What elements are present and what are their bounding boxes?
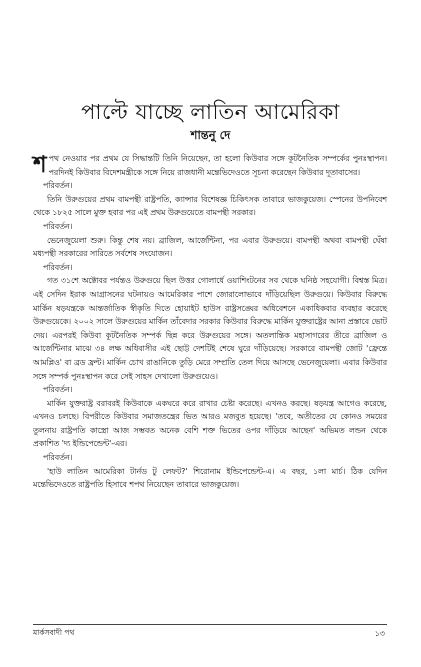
article-title: পাল্টে যাচ্ছে লাতিন আমেরিকা bbox=[81, 100, 340, 124]
drop-cap: শ bbox=[33, 152, 47, 178]
section-separator: পরিবর্তন। bbox=[43, 453, 73, 463]
paragraph: তিনি উরুগুয়ের প্রথম বামপন্থী রাষ্ট্রপতি, ক্যান্সার বিশেষজ্ঞ চিকিৎসক তাবারে ভাজকুয়েজ। স্পেনের উপনিবেশ থেকে ১৮২৫ সালে মুক্ত হবার পর এই প্রথম উরুগুয়েতে বামপন্থী সরকার। bbox=[33, 194, 387, 218]
section-separator: পরিবর্তন। bbox=[43, 181, 73, 191]
footer-divider bbox=[33, 624, 387, 625]
paragraph: ভেনেজুয়েলা শুরু। কিন্তু শেষ নয়। ব্রাজিল, আর্জেন্টিনা, পর এবার উরুগুয়ে। বামপন্থী অথবা বামপন্থী ঘেঁষা মধ্যপন্থী সরকারের সারিতে সর্বশেষ সংযোজন। bbox=[33, 235, 387, 259]
section-separator: পরিবর্তন। bbox=[43, 385, 73, 395]
page-number: ১৩ bbox=[374, 629, 385, 638]
paragraph: মার্কিন যুক্তরাষ্ট্র বরাবরই কিউবাকে একঘরে করে রাখার চেষ্টা করেছে। এখনও করছে। ষড়যন্ত্র আগেও করেছে, এখনও চলছে। বিপরীতে কিউবার সমাজতন্ত্রের ভিত আরও মজবুত হয়েছে। 'তবে, অতীতের যে কোনও সময়ের তুলনায় রাষ্ট্রপতি কাস্ত্রো আজ সম্ভবত অনেক বেশি শক্ত ভিতের ওপর দাঁড়িয়ে আছেন' অভিমত লন্ডন থেকে প্রকাশিত 'দ্য ইন্ডিপেন্ডেন্ট'-এর। bbox=[33, 398, 387, 449]
section-separator: পরিবর্তন। bbox=[43, 221, 73, 231]
section-separator: পরিবর্তন। bbox=[43, 262, 73, 272]
paragraph: 'হাউ লাতিন আমেরিকা টার্নড টু লেফট?' শিরোনাম ইন্ডিপেন্ডেন্ট-এ। এ বছর, ১লা মার্চ। ঠিক যেদিন মন্তেভিদেওতে রাষ্ট্রপতি হিসাবে শপথ নিয়েছেন তাবারে ভাজকুয়েজ। bbox=[33, 466, 387, 490]
paragraph: গত ৩১শে অক্টোবর পর্যন্তও উরুগুয়ে ছিল উত্তর গোলার্ধে ওয়াশিংটনের সব থেকে ঘনিষ্ঠ সহযোগী। বিশ্বস্ত মিত্র। এই সেদিন ইরাক আগ্রাসনের ঘটনায়ও আমেরিকার পাশে জোরালোভাবে দাঁড়িয়েছিল উরুগুয়ে। কিউবার বিরুদ্ধে মার্কিন ষড়যন্ত্রকে আন্তর্জাতিক স্বীকৃতি দিতে হোয়াইট হাউস রাষ্ট্রসঙ্ঘের অধিবেশনে একাধিকবার ব্যবহার করেছে উরুগুয়েকে। ২০০২ সালে উরুগুয়ের মার্কিন তাঁবেদার সরকার কিউবার বিরুদ্ধে মার্কিন যুক্তরাষ্ট্রের আনা প্রস্তাবে ভোট দেয়। এরপরই কিউবা কূটনৈতিক সম্পর্ক ছিন্ন করে উরুগুয়ের সঙ্গে। অতলান্তিক মহাসাগরের তীরে ব্রাজিল ও আর্জেন্টিনার মাঝে ৩৪ লক্ষ অধিবাসীর এই ছোট্ট দেশটিই শেষে ঘুরে দাঁড়িয়েছে। সরকারে বামপন্থী জোট 'ফ্রেন্তে আমপ্লিও' বা ব্রড ফ্রন্ট। মার্কিন চোখ রাঙানিকে তুড়ি মেরে সম্প্রতি তেল দিয়ে আসছে ভেনেজুয়েলা। এবার কিউবার সঙ্গে সম্পর্ক পুনঃস্থাপন করে সেই সাহস দেখালো উরুগুয়েও। bbox=[33, 276, 387, 381]
paragraph: শপথ নেওয়ার পর প্রথম যে সিদ্ধান্তটি তিনি নিয়েছেন, তা হলো কিউবার সঙ্গে কূটনৈতিক সম্পর্কের পুনঃস্থাপন। পরদিনই কিউবার বিদেশমন্ত্রীকে সঙ্গে নিয়ে রাজধানী মন্তেভিদেওতে সূচনা করেছেন কিউবার দূতাবাসের। bbox=[33, 152, 387, 178]
footer-publication: মার্কসবাদী পথ bbox=[33, 628, 75, 637]
article-author: শান্তনু দে bbox=[190, 128, 231, 142]
article-body bbox=[33, 152, 387, 492]
